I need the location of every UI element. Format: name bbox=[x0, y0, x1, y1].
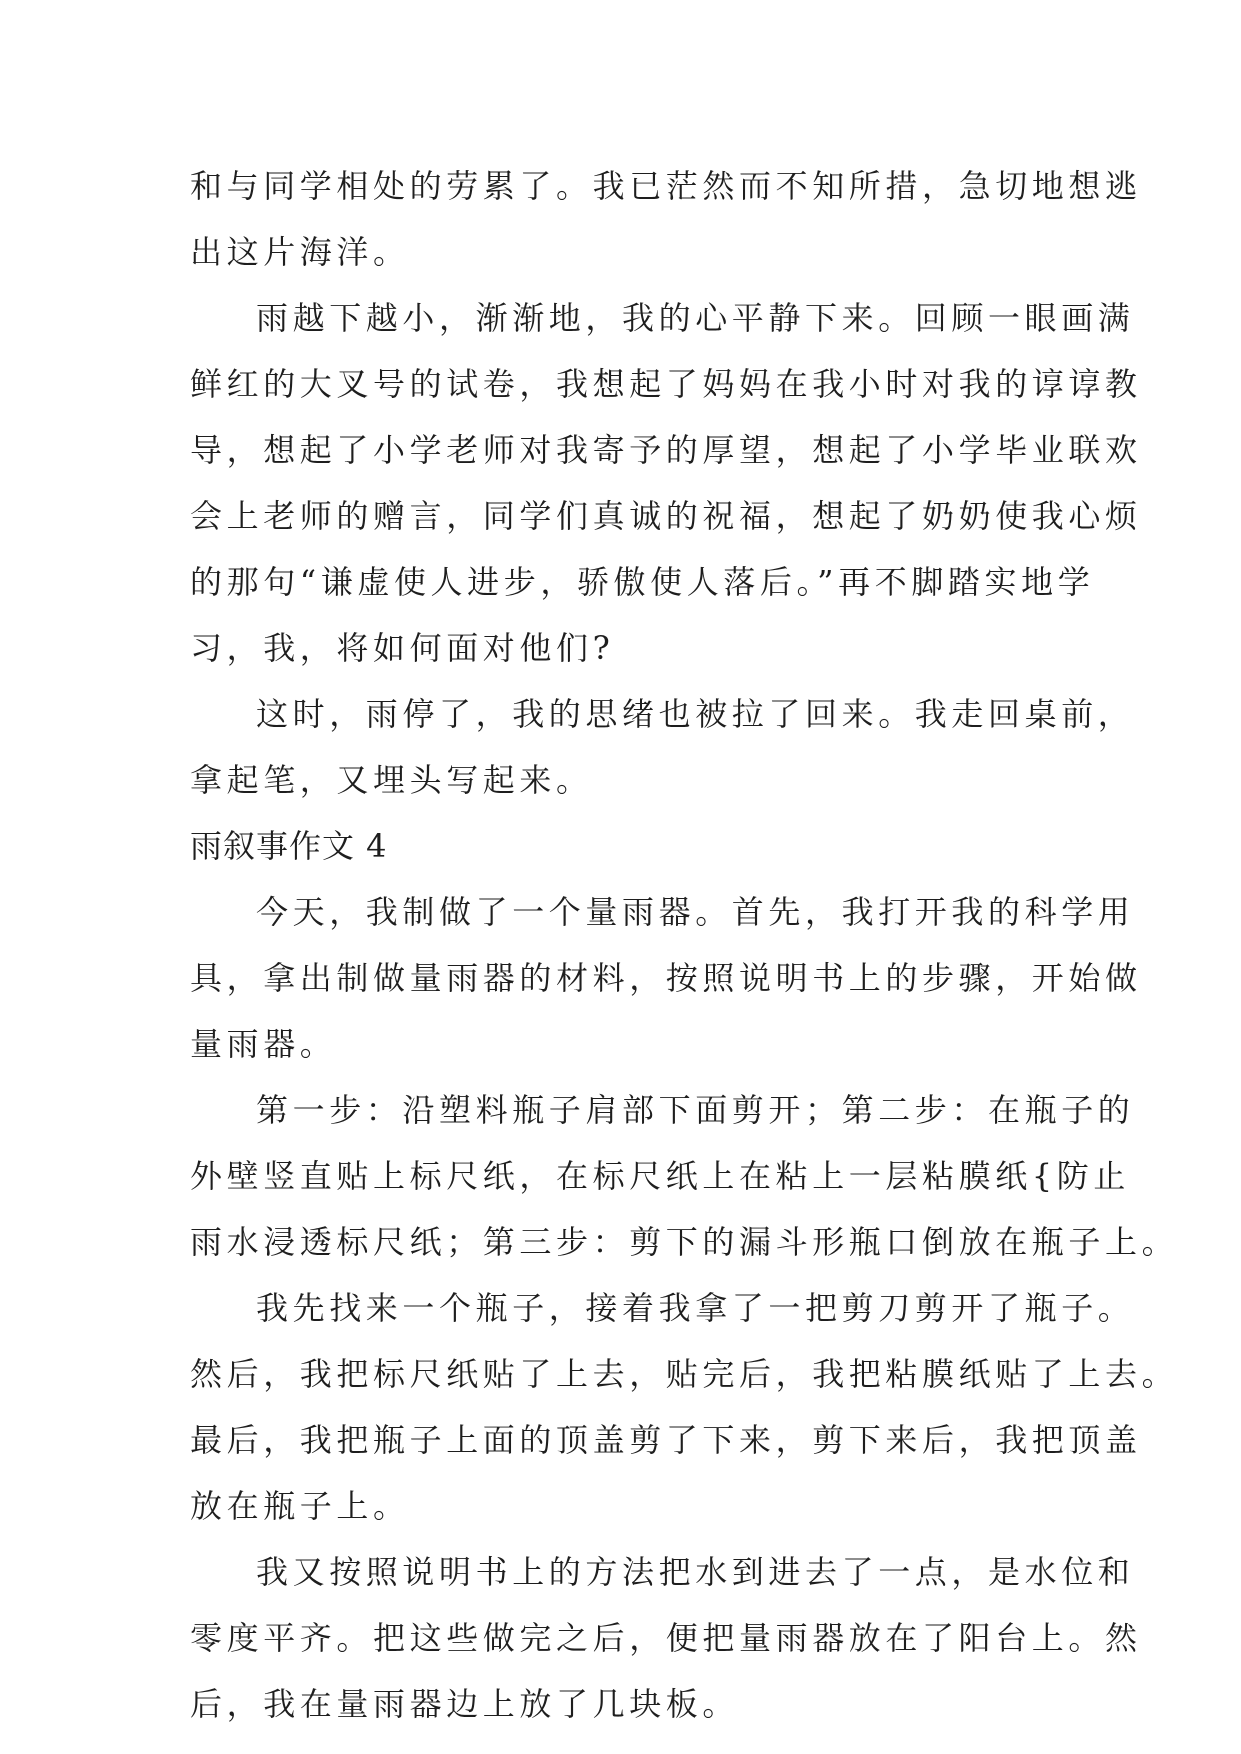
text-line: 习，我，将如何面对他们? bbox=[190, 629, 615, 667]
paragraph-first-line: 这时，雨停了，我的思绪也被拉了回来。我走回桌前， bbox=[256, 695, 1135, 733]
section-heading: 雨叙事作文 4 bbox=[190, 827, 388, 865]
text-line: 会上老师的赠言，同学们真诚的祝福，想起了奶奶使我心烦 bbox=[190, 497, 1142, 535]
paragraph-first-line: 我又按照说明书上的方法把水到进去了一点，是水位和 bbox=[256, 1553, 1135, 1591]
text-line: 量雨器。 bbox=[190, 1025, 337, 1063]
text-line: 鲜红的大叉号的试卷，我想起了妈妈在我小时对我的谆谆教 bbox=[190, 365, 1142, 403]
text-line: 的那句“谦虚使人进步，骄傲使人落后。”再不脚踏实地学 bbox=[190, 563, 1095, 601]
text-line: 零度平齐。把这些做完之后，便把量雨器放在了阳台上。然 bbox=[190, 1619, 1142, 1657]
text-line: 具，拿出制做量雨器的材料，按照说明书上的步骤，开始做 bbox=[190, 959, 1142, 997]
text-line: 放在瓶子上。 bbox=[190, 1487, 410, 1525]
paragraph-first-line: 雨越下越小，渐渐地，我的心平静下来。回顾一眼画满 bbox=[256, 299, 1135, 337]
text-line: 外壁竖直贴上标尺纸，在标尺纸上在粘上一层粘膜纸{防止 bbox=[190, 1157, 1130, 1195]
text-line: 然后，我把标尺纸贴了上去，贴完后，我把粘膜纸贴了上去。 bbox=[190, 1355, 1179, 1393]
paragraph-first-line: 我先找来一个瓶子，接着我拿了一把剪刀剪开了瓶子。 bbox=[256, 1289, 1135, 1327]
paragraph-first-line: 第一步：沿塑料瓶子肩部下面剪开；第二步：在瓶子的 bbox=[256, 1091, 1135, 1129]
text-line: 最后，我把瓶子上面的顶盖剪了下来，剪下来后，我把顶盖 bbox=[190, 1421, 1142, 1459]
text-line: 雨水浸透标尺纸；第三步：剪下的漏斗形瓶口倒放在瓶子上。 bbox=[190, 1223, 1179, 1261]
text-line: 后，我在量雨器边上放了几块板。 bbox=[190, 1685, 740, 1723]
text-line: 导，想起了小学老师对我寄予的厚望，想起了小学毕业联欢 bbox=[190, 431, 1142, 469]
text-line: 出这片海洋。 bbox=[190, 233, 410, 271]
paragraph-first-line: 今天，我制做了一个量雨器。首先，我打开我的科学用 bbox=[256, 893, 1135, 931]
text-line: 拿起笔，又埋头写起来。 bbox=[190, 761, 593, 799]
text-line: 和与同学相处的劳累了。我已茫然而不知所措，急切地想逃 bbox=[190, 167, 1142, 205]
